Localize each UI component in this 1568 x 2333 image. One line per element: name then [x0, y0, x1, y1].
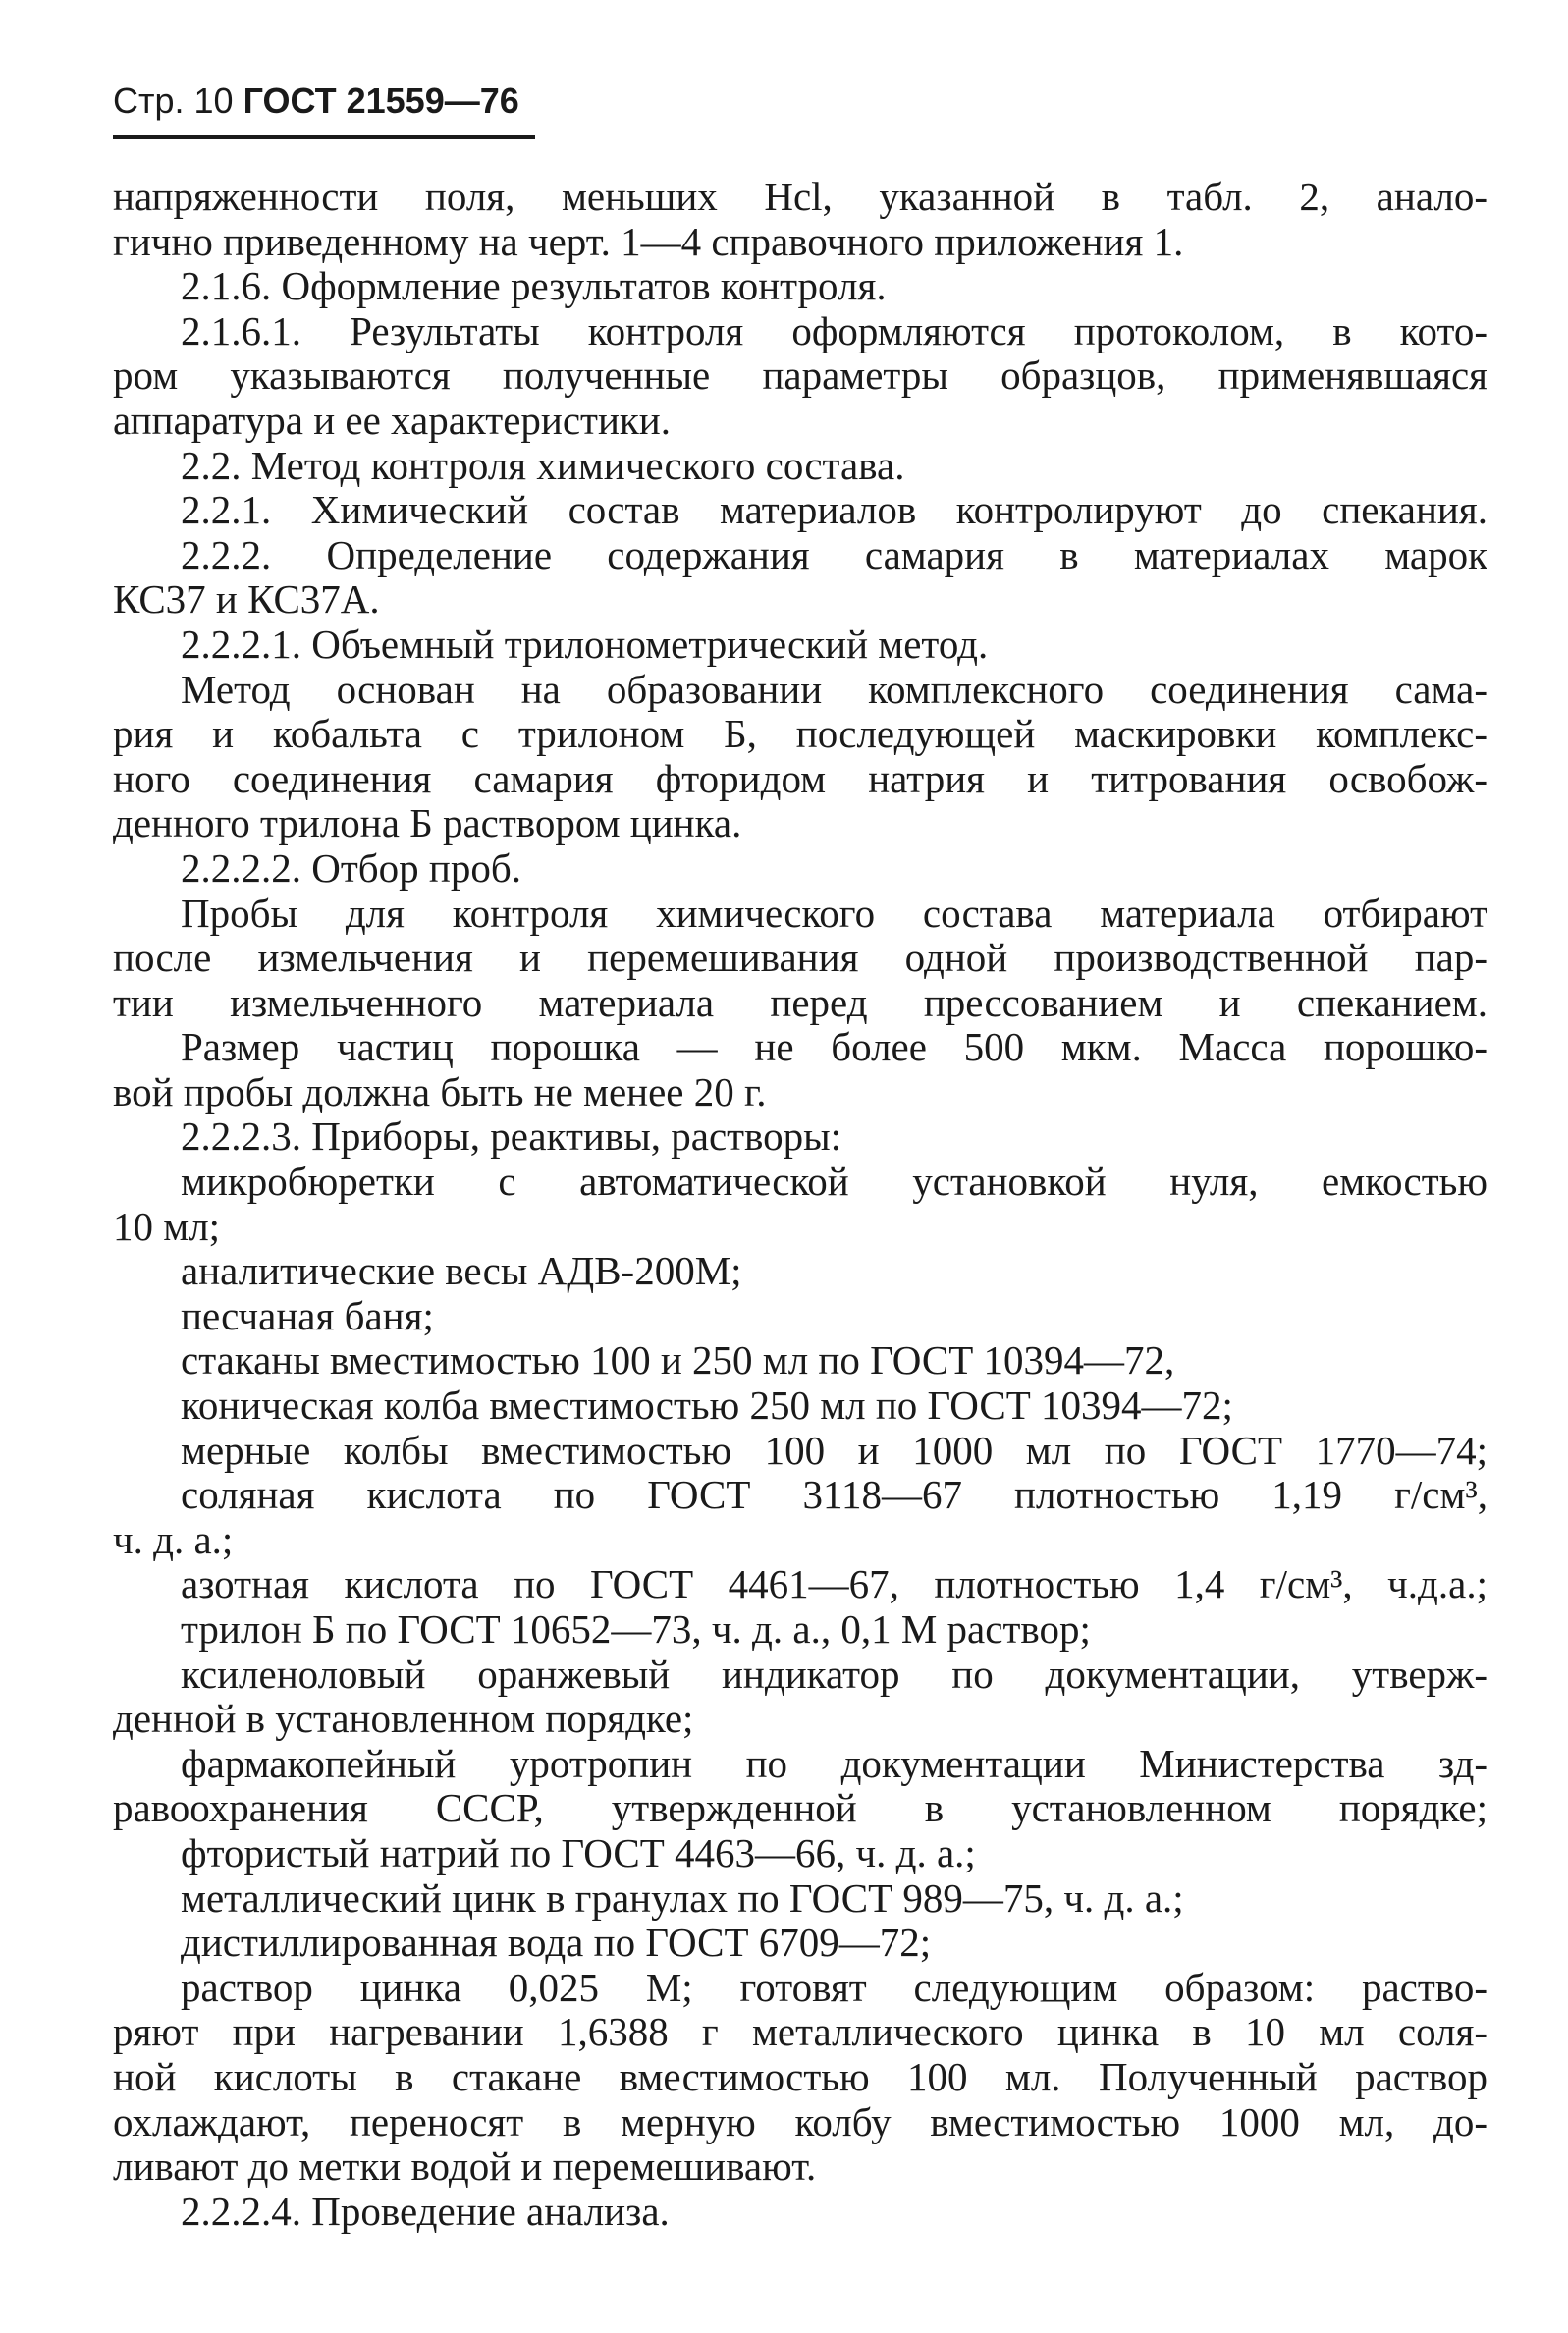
text-line: напряженности поля, меньших Hcl, указанной в табл. 2, анало- [113, 175, 1487, 219]
standard-number: ГОСТ 21559—76 [243, 81, 519, 121]
text-line: 10 мл; [113, 1204, 221, 1249]
text-line: ксиленоловый оранжевый индикатор по документации, утверж- [181, 1652, 1487, 1697]
text-line: коническая колба вместимостью 250 мл по ГОСТ 10394—72; [181, 1384, 1233, 1429]
text-line: металлический цинк в гранулах по ГОСТ 989—75, ч. д. а.; [181, 1875, 1184, 1921]
text-line: денной в установленном порядке; [113, 1697, 694, 1742]
text-line: ной кислоты в стакане вместимостью 100 мл. Полученный раствор [113, 2054, 1487, 2099]
text-line: ливают до метки водой и перемешивают. [113, 2144, 817, 2190]
text-line: рия и кобальта с трилоном Б, последующей маскировки комплекс- [113, 712, 1487, 757]
text-line: азотная кислота по ГОСТ 4461—67, плотностью 1,4 г/см³, ч.д.а.; [181, 1562, 1487, 1607]
text-line: вой пробы должна быть не менее 20 г. [113, 1069, 767, 1114]
text-line: после измельчения и перемешивания одной производственной пар- [113, 936, 1487, 981]
text-line: мерные колбы вместимостью 100 и 1000 мл по ГОСТ 1770—74; [181, 1428, 1487, 1473]
text-line: фтористый натрий по ГОСТ 4463—66, ч. д. а.; [181, 1830, 976, 1875]
header-rule [113, 135, 535, 139]
page-number: Стр. 10 [113, 81, 234, 121]
text-line: денного трилона Б раствором цинка. [113, 801, 742, 846]
text-line: 2.2.2.4. Проведение анализа. [181, 2189, 670, 2234]
text-line: ч. д. а.; [113, 1517, 234, 1562]
text-line: 2.2.2. Определение содержания самария в материалах марок [181, 532, 1487, 577]
document-body [113, 175, 1487, 2234]
text-line: аналитические весы АДВ-200М; [181, 1249, 742, 1294]
text-line: 2.2.2.3. Приборы, реактивы, растворы: [181, 1114, 842, 1160]
text-line: гично приведенному на черт. 1—4 справочного приложения 1. [113, 219, 1184, 264]
text-line: Размер частиц порошка — не более 500 мкм. Масса порошко- [181, 1025, 1487, 1070]
text-line: 2.1.6.1. Результаты контроля оформляются протоколом, в кото- [181, 308, 1487, 353]
text-line: равоохранения СССР, утвержденной в установленном порядке; [113, 1786, 1487, 1831]
text-line: раствор цинка 0,025 М; готовят следующим образом: раство- [181, 1965, 1487, 2010]
text-line: 2.2.2.1. Объемный трилонометрический метод. [181, 622, 989, 667]
text-line: стаканы вместимостью 100 и 250 мл по ГОСТ 10394—72, [181, 1338, 1175, 1384]
text-line: 2.1.6. Оформление результатов контроля. [181, 264, 887, 309]
text-line: Метод основан на образовании комплексного соединения сама- [181, 667, 1487, 712]
text-line: тии измельченного материала перед прессованием и спеканием. [113, 980, 1487, 1025]
text-line: охлаждают, переносят в мерную колбу вместимостью 1000 мл, до- [113, 2099, 1487, 2144]
text-line: соляная кислота по ГОСТ 3118—67 плотностью 1,19 г/см³, [181, 1473, 1487, 1518]
text-line: песчаная баня; [181, 1293, 434, 1338]
text-line: КС37 и КС37А. [113, 577, 380, 623]
text-line: дистиллированная вода по ГОСТ 6709—72; [181, 1921, 932, 1966]
text-line: Пробы для контроля химического состава материала отбирают [181, 891, 1487, 936]
text-line: ного соединения самария фторидом натрия и титрования освобож- [113, 756, 1487, 801]
text-line: 2.2.2.2. Отбор проб. [181, 845, 521, 891]
text-line: фармакопейный уротропин по документации Министерства зд- [181, 1741, 1487, 1786]
text-line: микробюретки с автоматической установкой нуля, емкостью [181, 1160, 1487, 1205]
text-line: ром указываются полученные параметры образцов, применявшаяся [113, 353, 1487, 399]
text-line: аппаратура и ее характеристики. [113, 398, 671, 443]
text-line: 2.2.1. Химический состав материалов контролируют до спекания. [181, 488, 1487, 533]
page-header [113, 79, 535, 143]
text-line: 2.2. Метод контроля химического состава. [181, 443, 905, 488]
text-line: ряют при нагревании 1,6388 г металлического цинка в 10 мл соля- [113, 2010, 1487, 2055]
header-text [113, 79, 535, 124]
text-line: трилон Б по ГОСТ 10652—73, ч. д. а., 0,1 М раствор; [181, 1607, 1091, 1652]
